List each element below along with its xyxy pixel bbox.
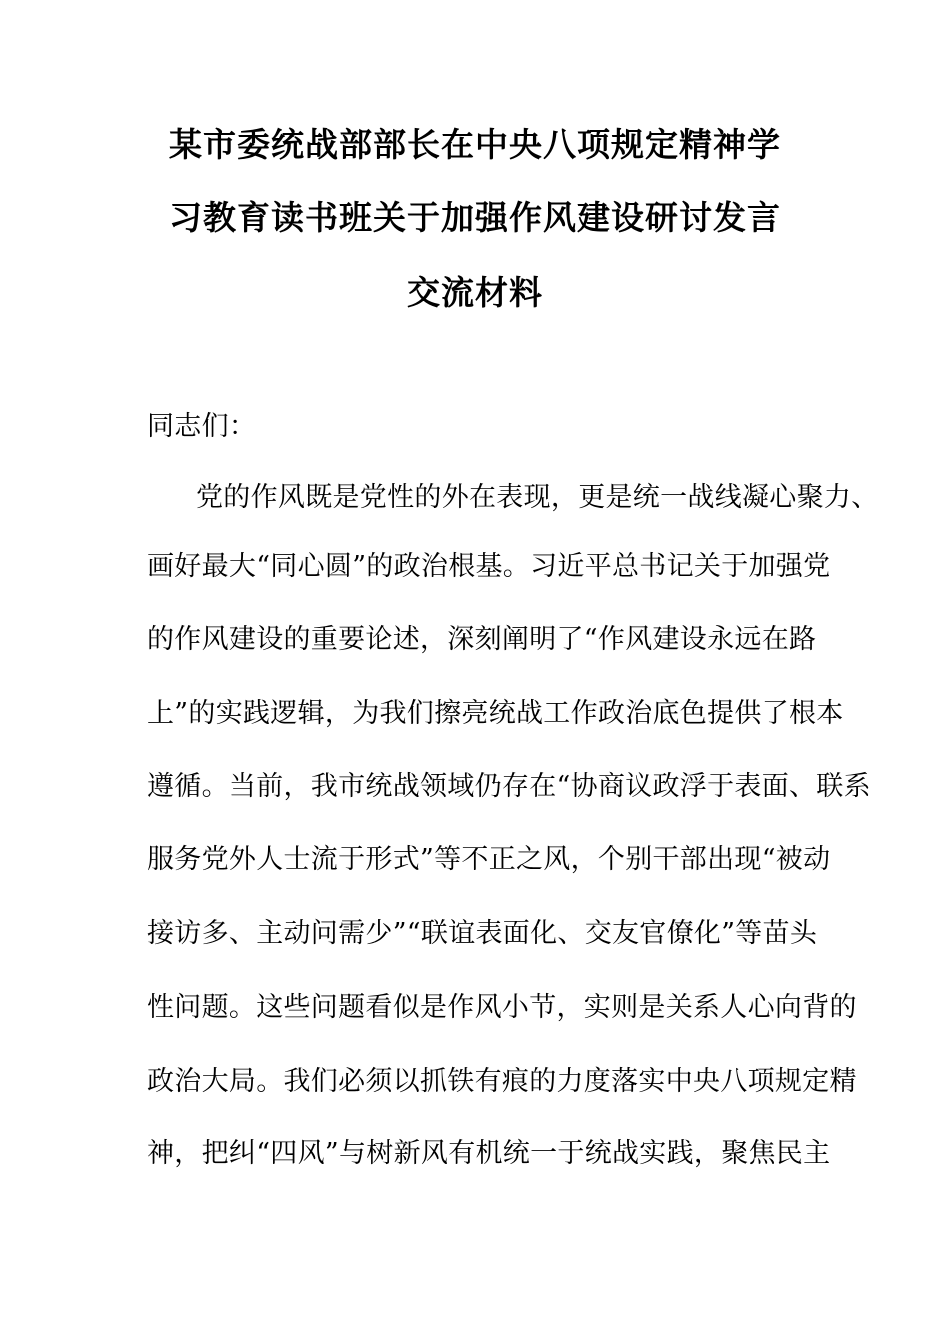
body-line: 遵循。当前，我市统战领域仍存在“协商议政浮于表面、联系 [147,771,871,802]
body-line: 神，把纠“四风”与树新风有机统一于统战实践，聚焦民主 [147,1138,831,1169]
body-line: 上”的实践逻辑，为我们擦亮统战工作政治底色提供了根本 [147,698,844,729]
document-title-line-3: 交流材料 [407,273,543,312]
document-title-line-1: 某市委统战部部长在中央八项规定精神学 [169,125,781,164]
body-line: 画好最大“同心圆”的政治根基。习近平总书记关于加强党 [147,551,831,582]
body-line: 服务党外人士流于形式”等不正之风，个别干部出现“被动 [147,844,831,875]
body-line: 的作风建设的重要论述，深刻阐明了“作风建设永远在路 [147,624,817,655]
document-title-line-2: 习教育读书班关于加强作风建设研讨发言 [169,198,781,237]
body-line: 性问题。这些问题看似是作风小节，实则是关系人心向背的 [147,992,857,1023]
salutation: 同志们： [147,411,257,442]
body-line: 政治大局。我们必须以抓铁有痕的力度落实中央八项规定精 [147,1066,857,1097]
body-line: 党的作风既是党性的外在表现，更是统一战线凝心聚力、 [196,482,879,513]
body-line: 接访多、主动问需少”“联谊表面化、交友官僚化”等苗头 [147,918,818,949]
